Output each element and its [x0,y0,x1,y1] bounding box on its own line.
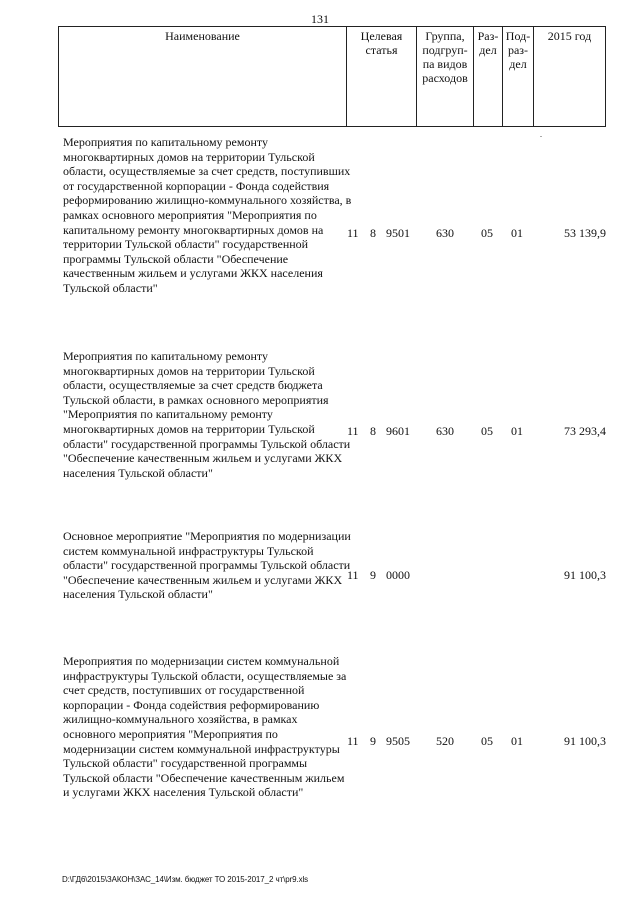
row-name: Мероприятия по модернизации систем коммунальной инфраструктуры Тульской области, осуществляемые за счет средств, поступивших от государственной корпорации - Фонда содействия реформированию жилищно-коммунального хозяйства, в рамках основного мероприятия "Мероприятия по модернизации систем коммунальной инфраструктуры Тульской области" государственной программы Тульской области "Обеспечение качественным жильем и услугами ЖКХ населения Тульской области" [63,654,347,800]
code-program: 11 [347,226,359,240]
razdel: 05 [481,424,493,438]
code-program: 11 [347,734,359,748]
header-expense-group: Группа, подгруп-па видов расходов [417,27,474,127]
file-path-footer: D:\ГД6\2015\ЗАКОН\ЗАС_14\Изм. бюджет ТО 2015-2017_2 чт\pr9.xls [62,875,309,884]
razdel: 05 [481,734,493,748]
code-subprogram: 8 [370,424,376,438]
amount-2015: 73 293,4 [564,424,606,438]
row-name: Основное мероприятие "Мероприятия по модернизации систем коммунальной инфраструктуры Тульской области" государственной программы Тульской области "Обеспечение качественным жильем и услугами ЖКХ населения Тульской области" [63,529,351,602]
header-razdel: Раз-дел [474,27,503,127]
row-name: Мероприятия по капитальному ремонту многоквартирных домов на территории Тульской области, осуществляемые за счет средств, поступивших от государственной корпорации - Фонда содействия реформированию жилищно-коммунального хозяйства, в рамках основного мероприятия "Мероприятия по капитальному ремонту многоквартирных домов на территории Тульской области" государственной программы Тульской области "Обеспечение качественным жильем и услугами ЖКХ населения Тульской области" [63,135,352,295]
code-direction: 0000 [386,568,410,582]
amount-2015: 53 139,9 [564,226,606,240]
expense-group: 630 [436,424,454,438]
header-target-article: Целевая статья [347,27,417,127]
header-name: Наименование [59,27,347,127]
table-header [58,26,606,127]
page-number: 131 [311,12,329,26]
header-year-2015: 2015 год [534,27,606,127]
expense-group: 520 [436,734,454,748]
row-name: Мероприятия по капитальному ремонту многоквартирных домов на территории Тульской области, осуществляемые за счет средств бюджета Тульской области, в рамках основного мероприятия "Мероприятия по капитальному ремонту многоквартирных домов на территории Тульской области" государственной программы Тульской области "Обеспечение качественным жильем и услугами ЖКХ населения Тульской области" [63,349,351,480]
podrazdel: 01 [511,424,523,438]
amount-2015: 91 100,3 [564,734,606,748]
razdel: 05 [481,226,493,240]
scan-speck [540,136,542,137]
code-program: 11 [347,568,359,582]
amount-2015: 91 100,3 [564,568,606,582]
code-subprogram: 8 [370,226,376,240]
header-podrazdel: Под-раз-дел [503,27,534,127]
code-direction: 9601 [386,424,410,438]
expense-group: 630 [436,226,454,240]
code-subprogram: 9 [370,734,376,748]
code-direction: 9501 [386,226,410,240]
podrazdel: 01 [511,734,523,748]
code-program: 11 [347,424,359,438]
podrazdel: 01 [511,226,523,240]
code-subprogram: 9 [370,568,376,582]
code-direction: 9505 [386,734,410,748]
